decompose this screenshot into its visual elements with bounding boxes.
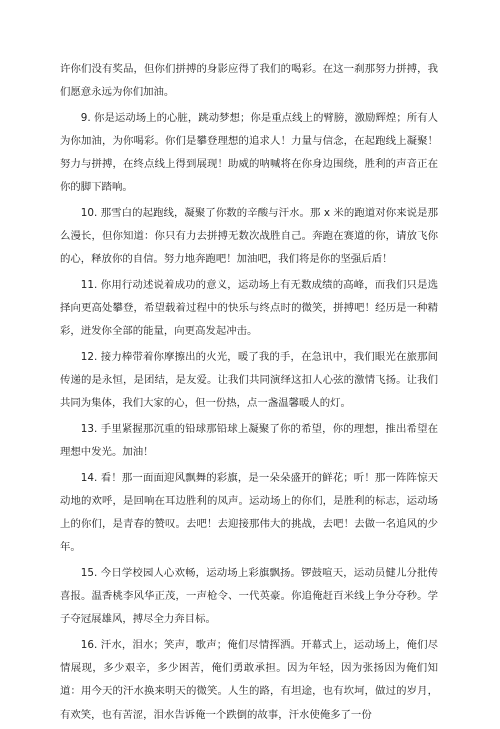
paragraph-11: 11. 你用行动述说着成功的意义，运动场上有无数成绩的高峰，而我们只是选择向更高处攀登，希望载着过程中的快乐与终点时的微笑，拼搏吧！经历是一种精彩，迸发你全部的能量，向更高发起冲击。 [60, 279, 438, 338]
paragraph-12: 12. 接力棒带着你摩擦出的火光，暖了我的手，在急讯中，我们眼光在旅那间传递的是永恒，是团结，是友爱。让我们共同演绎这扣人心弦的激情飞扬。让我们共同为集体，我们大家的心，但一份热，点一盏温馨暖人的灯。 [60, 351, 438, 410]
paragraph-15: 15. 今日学校园人心欢畅，运动场上彩旗飘扬。锣鼓喧天，运动员健儿分批传喜报。温香桃李风华正茂，一声枪令、一代英豪。你追俺赶百米线上争分夺秒。学子夺冠展雄风，搏尽全力奔目标。 [60, 567, 438, 626]
paragraph-9: 9. 你是运动场上的心脏，跳动梦想；你是重点线上的臂膀，激励辉煌；所有人为你加油，为你喝彩。你们是攀登理想的追求人！力量与信念，在起跑线上凝聚！努力与拼搏，在终点线上得到展现！助威的呐喊将在你身边围绕，胜利的声音正在你的脚下踏响。 [60, 111, 438, 194]
paragraph-10: 10. 那雪白的起跑线，凝聚了你数的辛酸与汗水。那 x 米的跑道对你来说是那么漫长，但你知道：你只有力去拼搏无数次战胜自己。奔跑在赛道的你，请放飞你的心，释放你的自信。努力地奔跑吧！加油吧，我们将是你的坚强后盾！ [60, 207, 438, 266]
paragraph-16: 16. 汗水，泪水；笑声，歌声；俺们尽情挥洒。开幕式上，运动场上，俺们尽情展现，多少艰辛，多少困苦，俺们勇敢承担。因为年轻，因为张扬因为俺们知道：用今天的汗水换来明天的微笑。人生的路，有坦途，也有坎坷，做过的岁月，有欢笑，也有苦涩，泪水告诉俺一个跌倒的故事，汗水使俺多了一份 [60, 639, 438, 721]
paragraph-continued: 许你们没有奖品，但你们拼搏的身影应得了我们的喝彩。在这一刹那努力拼搏，我们愿意永远为你们加油。 [60, 63, 438, 99]
paragraph-13: 13. 手里紧握那沉重的铅球那铅球上凝聚了你的希望，你的理想，推出希望在理想中发光。加油！ [60, 423, 438, 459]
paragraph-14: 14. 看！那一面面迎风飘舞的彩旗，是一朵朵盛开的鲜花；听！那一阵阵惊天动地的欢呼，是回响在耳边胜利的凤声。运动场上的你们，是胜利的标志，运动场上的你们，是青春的赞叹。去吧！去迎接那伟大的挑战，去吧！去做一名追风的少年。 [60, 471, 438, 554]
document-body [60, 58, 438, 729]
